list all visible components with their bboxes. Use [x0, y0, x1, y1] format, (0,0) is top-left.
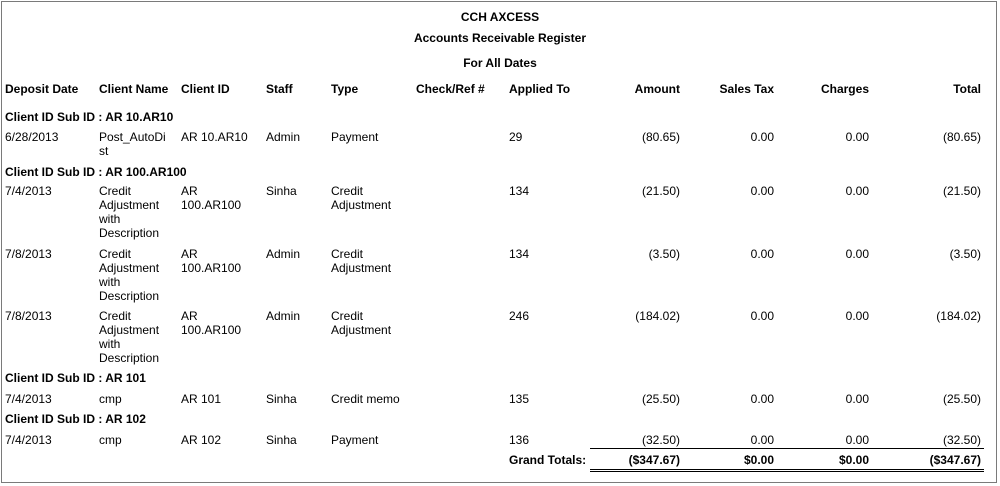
grand-total-charges: $0.00	[838, 453, 869, 467]
cell-charges: 0.00	[845, 130, 869, 144]
cell-charges: 0.00	[845, 309, 869, 323]
report-frame	[1, 1, 997, 483]
grand-totals-label: Grand Totals:	[509, 453, 587, 467]
col-deposit-date: Deposit Date	[5, 82, 79, 96]
cell-total: (80.65)	[942, 130, 981, 144]
cell-total: (25.50)	[942, 392, 981, 406]
cell-amount: (21.50)	[641, 184, 680, 198]
cell-client-id: AR 100.AR100	[181, 309, 242, 337]
cell-total: (3.50)	[949, 247, 981, 261]
cell-charges: 0.00	[845, 184, 869, 198]
cell-total: (32.50)	[942, 433, 981, 447]
cell-sales-tax: 0.00	[750, 392, 774, 406]
col-client-name: Client Name	[99, 82, 169, 96]
cell-client-name: Credit Adjustment with Description	[99, 247, 160, 303]
cell-total: (21.50)	[942, 184, 981, 198]
cell-staff: Admin	[266, 247, 301, 261]
cell-type: Payment	[331, 433, 379, 447]
cell-total: (184.02)	[936, 309, 981, 323]
totals-rule-top	[590, 448, 984, 449]
cell-amount: (32.50)	[641, 433, 680, 447]
cell-sales-tax: 0.00	[750, 309, 774, 323]
cell-client-id: AR 10.AR10	[181, 130, 248, 144]
cell-charges: 0.00	[845, 433, 869, 447]
group-header: Client ID Sub ID : AR 10.AR10	[5, 110, 174, 124]
col-applied-to: Applied To	[509, 82, 571, 96]
cell-staff: Admin	[266, 309, 301, 323]
group-header: Client ID Sub ID : AR 100.AR100	[5, 165, 187, 179]
col-sales-tax: Sales Tax	[719, 82, 774, 96]
grand-total-amount: ($347.67)	[628, 453, 680, 467]
cell-client-id: AR 102	[181, 433, 222, 447]
cell-client-name: Credit Adjustment with Description	[99, 309, 160, 365]
cell-sales-tax: 0.00	[750, 433, 774, 447]
cell-applied-to: 134	[509, 184, 530, 198]
cell-sales-tax: 0.00	[750, 184, 774, 198]
cell-date: 7/8/2013	[5, 309, 52, 323]
cell-type: Credit Adjustment	[331, 247, 392, 275]
cell-charges: 0.00	[845, 247, 869, 261]
cell-client-id: AR 101	[181, 392, 222, 406]
cell-sales-tax: 0.00	[750, 130, 774, 144]
grand-total-total: ($347.67)	[929, 453, 981, 467]
cell-amount: (80.65)	[641, 130, 680, 144]
cell-staff: Admin	[266, 130, 301, 144]
cell-sales-tax: 0.00	[750, 247, 774, 261]
col-total: Total	[953, 82, 981, 96]
cell-applied-to: 135	[509, 392, 530, 406]
totals-rule-bottom-2	[590, 471, 984, 472]
cell-charges: 0.00	[845, 392, 869, 406]
cell-type: Credit Adjustment	[331, 184, 392, 212]
cell-amount: (25.50)	[641, 392, 680, 406]
cell-type: Credit Adjustment	[331, 309, 392, 337]
cell-client-id: AR 100.AR100	[181, 247, 242, 275]
cell-amount: (184.02)	[635, 309, 680, 323]
cell-type: Payment	[331, 130, 379, 144]
col-check-ref: Check/Ref #	[416, 82, 485, 96]
cell-amount: (3.50)	[648, 247, 680, 261]
cell-applied-to: 246	[509, 309, 530, 323]
cell-client-name: Post_AutoDi st	[99, 130, 166, 158]
cell-client-name: cmp	[99, 433, 122, 447]
cell-type: Credit memo	[331, 392, 400, 406]
col-amount: Amount	[634, 82, 680, 96]
cell-client-name: Credit Adjustment with Description	[99, 184, 160, 240]
cell-applied-to: 136	[509, 433, 530, 447]
report-title: Accounts Receivable Register	[413, 31, 587, 45]
cell-client-id: AR 100.AR100	[181, 184, 242, 212]
report-subtitle: For All Dates	[463, 56, 537, 70]
col-type: Type	[331, 82, 359, 96]
cell-applied-to: 29	[509, 130, 523, 144]
totals-rule-bottom-1	[590, 469, 984, 470]
group-header: Client ID Sub ID : AR 101	[5, 371, 146, 385]
cell-applied-to: 134	[509, 247, 530, 261]
col-client-id: Client ID	[181, 82, 230, 96]
cell-date: 6/28/2013	[5, 130, 59, 144]
report-company: CCH AXCESS	[460, 10, 540, 24]
cell-staff: Sinha	[266, 184, 297, 198]
cell-date: 7/4/2013	[5, 392, 52, 406]
cell-date: 7/4/2013	[5, 433, 52, 447]
grand-total-sales-tax: $0.00	[743, 453, 774, 467]
cell-date: 7/8/2013	[5, 247, 52, 261]
cell-staff: Sinha	[266, 433, 297, 447]
cell-client-name: cmp	[99, 392, 122, 406]
col-staff: Staff	[266, 82, 293, 96]
col-charges: Charges	[820, 82, 869, 96]
cell-date: 7/4/2013	[5, 184, 52, 198]
group-header: Client ID Sub ID : AR 102	[5, 412, 146, 426]
cell-staff: Sinha	[266, 392, 297, 406]
